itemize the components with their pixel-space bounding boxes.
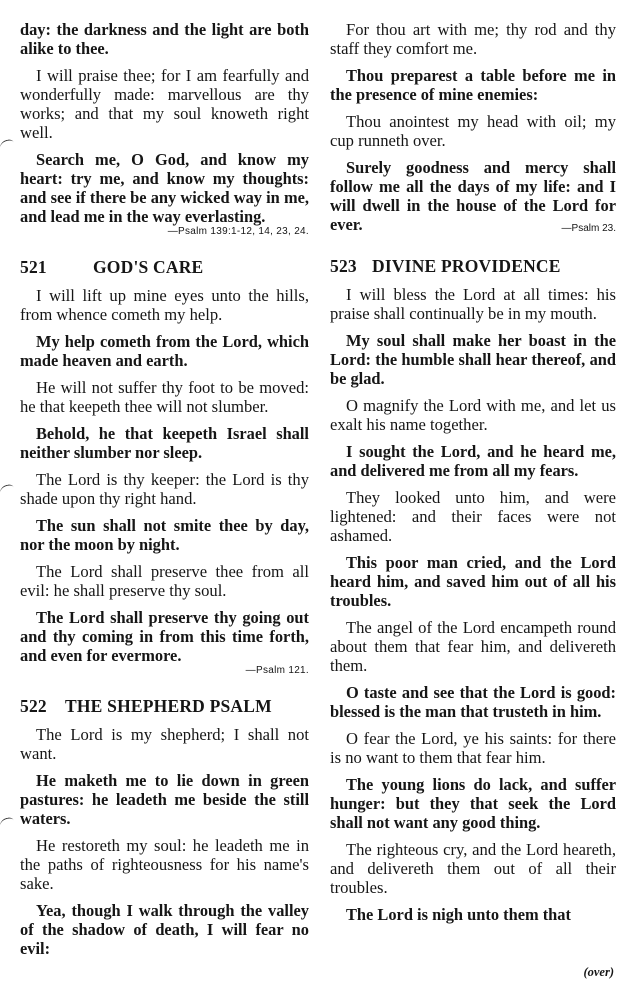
verse: The angel of the Lord encampeth round about them that fear him, and delivereth them. — [330, 618, 616, 675]
verse: Thou preparest a table before me in the presence of mine enemies: — [330, 66, 616, 104]
section-heading-523 — [330, 256, 616, 276]
verse: My help cometh from the Lord, which made heaven and earth. — [20, 332, 309, 370]
section-title: DIVINE PROVIDENCE — [372, 256, 561, 276]
verse: He maketh me to lie down in green pastures: he leadeth me beside the still waters. — [20, 771, 309, 828]
section-heading-522 — [20, 696, 309, 716]
verse: Thou anointest my head with oil; my cup runneth over. — [330, 112, 616, 150]
right-column — [330, 20, 616, 932]
page-turn-note: (over) — [583, 965, 614, 979]
verse: I will bless the Lord at all times: his praise shall continually be in my mouth. — [330, 285, 616, 323]
verse: This poor man cried, and the Lord heard him, and saved him out of all his troubles. — [330, 553, 616, 610]
citation: —Psalm 139:1-12, 14, 23, 24. — [167, 226, 309, 237]
section-title: THE SHEPHERD PSALM — [65, 696, 272, 716]
section-number: 522 — [20, 696, 47, 716]
verse: The young lions do lack, and suffer hunger: but they that seek the Lord shall not want any good thing. — [330, 775, 616, 832]
verse: day: the darkness and the light are both alike to thee. — [20, 20, 309, 58]
verse: I will praise thee; for I am fearfully and wonderfully made: marvellous are thy works; and that my soul knoweth right well. — [20, 66, 309, 142]
verse: O taste and see that the Lord is good: blessed is the man that trusteth in him. — [330, 683, 616, 721]
verse: The righteous cry, and the Lord heareth, and delivereth them out of all their troubles. — [330, 840, 616, 897]
citation: —Psalm 121. — [245, 665, 309, 676]
verse: They looked unto him, and were lightened: and their faces were not ashamed. — [330, 488, 616, 545]
verse: Yea, though I walk through the valley of the shadow of death, I will fear no evil: — [20, 901, 309, 958]
verse: He restoreth my soul: he leadeth me in the paths of righteousness for his name's sake. — [20, 836, 309, 893]
verse: The Lord is my shepherd; I shall not want. — [20, 725, 309, 763]
section-number: 523 — [330, 256, 357, 276]
verse: For thou art with me; thy rod and thy staff they comfort me. — [330, 20, 616, 58]
section-number: 521 — [20, 257, 47, 277]
margin-mark — [0, 816, 15, 829]
verse: He will not suffer thy foot to be moved: he that keepeth thee will not slumber. — [20, 378, 309, 416]
verse: The Lord shall preserve thee from all evil: he shall preserve thy soul. — [20, 562, 309, 600]
verse: I will lift up mine eyes unto the hills, from whence cometh my help. — [20, 286, 309, 324]
verse: O fear the Lord, ye his saints: for there is no want to them that fear him. — [330, 729, 616, 767]
verse: O magnify the Lord with me, and let us exalt his name together. — [330, 396, 616, 434]
margin-mark — [0, 483, 15, 496]
section-title: GOD'S CARE — [93, 257, 204, 277]
verse: My soul shall make her boast in the Lord: the humble shall hear thereof, and be glad. — [330, 331, 616, 388]
left-column — [20, 20, 309, 966]
verse: The Lord is nigh unto them that — [346, 905, 571, 924]
citation: —Psalm 23. — [561, 223, 616, 234]
margin-mark — [0, 138, 15, 151]
verse: I sought the Lord, and he heard me, and delivered me from all my fears. — [330, 442, 616, 480]
verse: The sun shall not smite thee by day, nor the moon by night. — [20, 516, 309, 554]
verse: Search me, O God, and know my heart: try me, and know my thoughts: and see if there be any wicked way in me, and lead me in the way everlasting. — [20, 150, 309, 226]
verse-text: Surely goodness and mercy shall follow me all the days of my life: and I will dwell in the house of the Lord for ever. — [330, 158, 616, 234]
verse: The Lord is thy keeper: the Lord is thy shade upon thy right hand. — [20, 470, 309, 508]
verse: Behold, he that keepeth Israel shall neither slumber nor sleep. — [20, 424, 309, 462]
verse: The Lord shall preserve thy going out and thy coming in from this time forth, and even for evermore. — [20, 608, 309, 665]
verse — [330, 158, 616, 234]
section-heading-521 — [20, 257, 309, 277]
